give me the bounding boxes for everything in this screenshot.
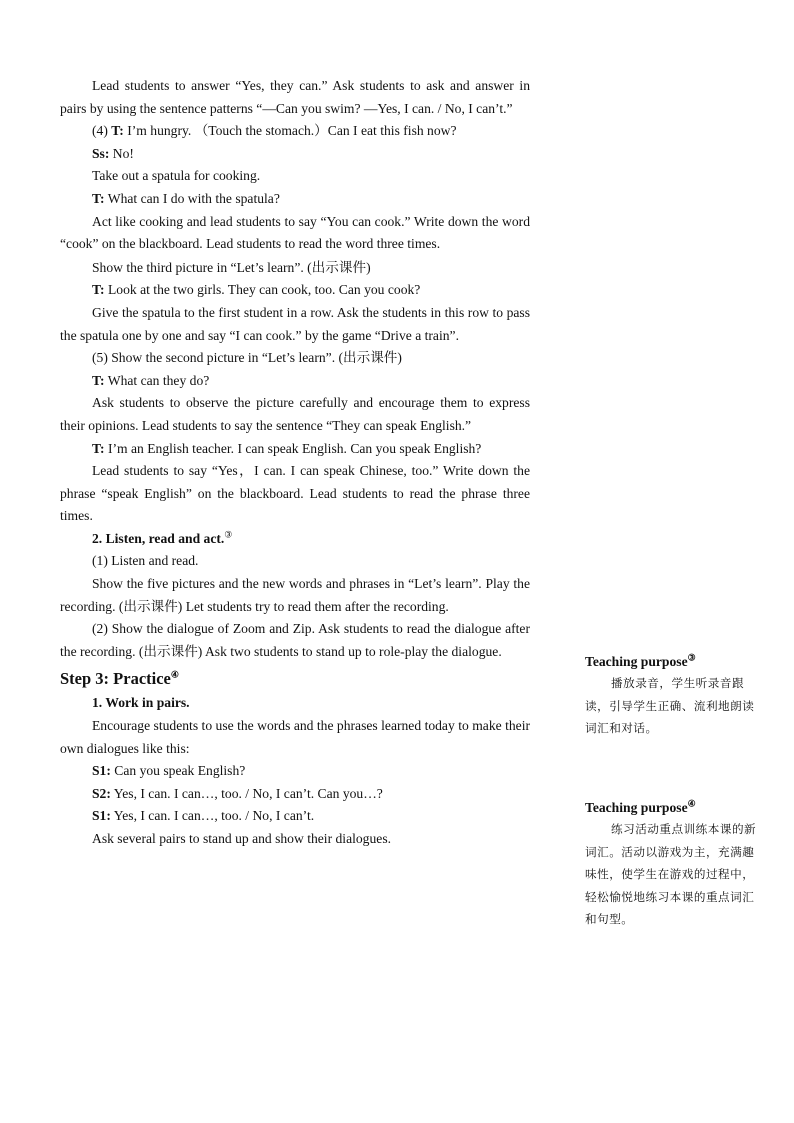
line-show-dialogues: Ask several pairs to stand up and show their dialogues. xyxy=(92,831,392,846)
speaker-label: T: xyxy=(92,372,105,388)
teaching-purpose-4 xyxy=(585,798,757,931)
note-marker: ③ xyxy=(224,529,233,540)
paragraph-zoom-zip: (2) Show the dialogue of Zoom and Zip. Ask students to read the dialogue after the recording. (出示课件) Ask two students to stand up to role-play the dialogue. xyxy=(60,621,530,659)
heading-listen-read-act: 2. Listen, read and act.③ xyxy=(92,529,233,546)
line-third-picture: Show the third picture in “Let’s learn”. (出示课件) xyxy=(92,259,371,275)
speaker-label: Ss: xyxy=(92,145,110,161)
paragraph-encourage: Encourage students to use the words and the phrases learned today to make their own dialogues like this: xyxy=(60,718,530,756)
line-listen-read: (1) Listen and read. xyxy=(92,553,199,569)
line-spatula: Take out a spatula for cooking. xyxy=(92,168,261,184)
line-second-picture: (5) Show the second picture in “Let’s learn”. (出示课件) xyxy=(92,350,402,366)
line-two-girls: T: Look at the two girls. They can cook, too. Can you cook? xyxy=(92,282,421,298)
dialogue-line-1: S1: Can you speak English? xyxy=(92,763,246,779)
speaker-label: S1: xyxy=(92,763,111,779)
speaker-label: T: xyxy=(92,190,105,206)
speaker-label: T: xyxy=(92,282,105,298)
note-marker: ④ xyxy=(687,798,696,809)
lesson-body xyxy=(60,75,530,851)
paragraph-english-teacher: T: I’m an English teacher. I can speak English. Can you speak English? xyxy=(92,440,482,456)
note-marker: ④ xyxy=(170,669,179,680)
paragraph-cook: Act like cooking and lead students to say “You can cook.” Write down the word “cook” on the blackboard. Lead students to read the word three times. xyxy=(60,213,530,252)
speaker-label: T: xyxy=(111,123,124,139)
dialogue-line-2: S2: Yes, I can. I can…, too. / No, I can’t. Can you…? xyxy=(92,785,383,801)
side-note-text: 练习活动重点训练本课的新词汇。活动以游戏为主，充满趣味性，使学生在游戏的过程中，轻松愉悦地练习本课的重点词汇和句型。 xyxy=(585,822,757,926)
paragraph-observe: Ask students to observe the picture carefully and encourage them to express their opinions. Lead students to say the sentence “They can speak English.” xyxy=(60,395,530,433)
side-note-title: Teaching purpose④ xyxy=(585,798,696,815)
dialogue-line-3: S1: Yes, I can. I can…, too. / No, I can’t. xyxy=(92,808,315,824)
heading-work-in-pairs: 1. Work in pairs. xyxy=(92,695,190,711)
step-3-heading: Step 3: Practice④ xyxy=(60,669,179,689)
teaching-purpose-3 xyxy=(585,652,757,740)
line-what-can-i-do: T: What can I do with the spatula? xyxy=(92,190,280,206)
line-hungry: (4) T: I’m hungry. （Touch the stomach.）Can I eat this fish now? xyxy=(92,123,457,139)
paragraph-speak-chinese: Lead students to say “Yes，I can. I can speak Chinese, too.” Write down the phrase “speak English” on the blackboard. Lead students to read the phrase three times. xyxy=(60,463,530,524)
speaker-label: S1: xyxy=(92,808,111,824)
line-ss-no: Ss: No! xyxy=(92,145,134,161)
speaker-label: T: xyxy=(92,440,105,456)
paragraph-drive-train: Give the spatula to the first student in a row. Ask the students in this row to pass the spatula one by one and say “I can cook.” by the game “Drive a train”. xyxy=(60,304,530,343)
side-note-title: Teaching purpose③ xyxy=(585,652,696,669)
paragraph-five-pictures: Show the five pictures and the new words and phrases in “Let’s learn”. Play the recording. (出示课件) Let students try to read them after the recording. xyxy=(60,576,530,614)
side-note-text: 播放录音，学生听录音跟读，引导学生正确、流利地朗读词汇和对话。 xyxy=(585,676,755,735)
paragraph-answer-pairs: Lead students to answer “Yes, they can.” Ask students to ask and answer in pairs by using the sentence patterns “—Can you swim? —Yes, I can. / No, I can’t.” xyxy=(60,78,530,116)
line-what-can-they-do: T: What can they do? xyxy=(92,372,210,388)
speaker-label: S2: xyxy=(92,785,111,801)
note-marker: ③ xyxy=(687,652,696,663)
